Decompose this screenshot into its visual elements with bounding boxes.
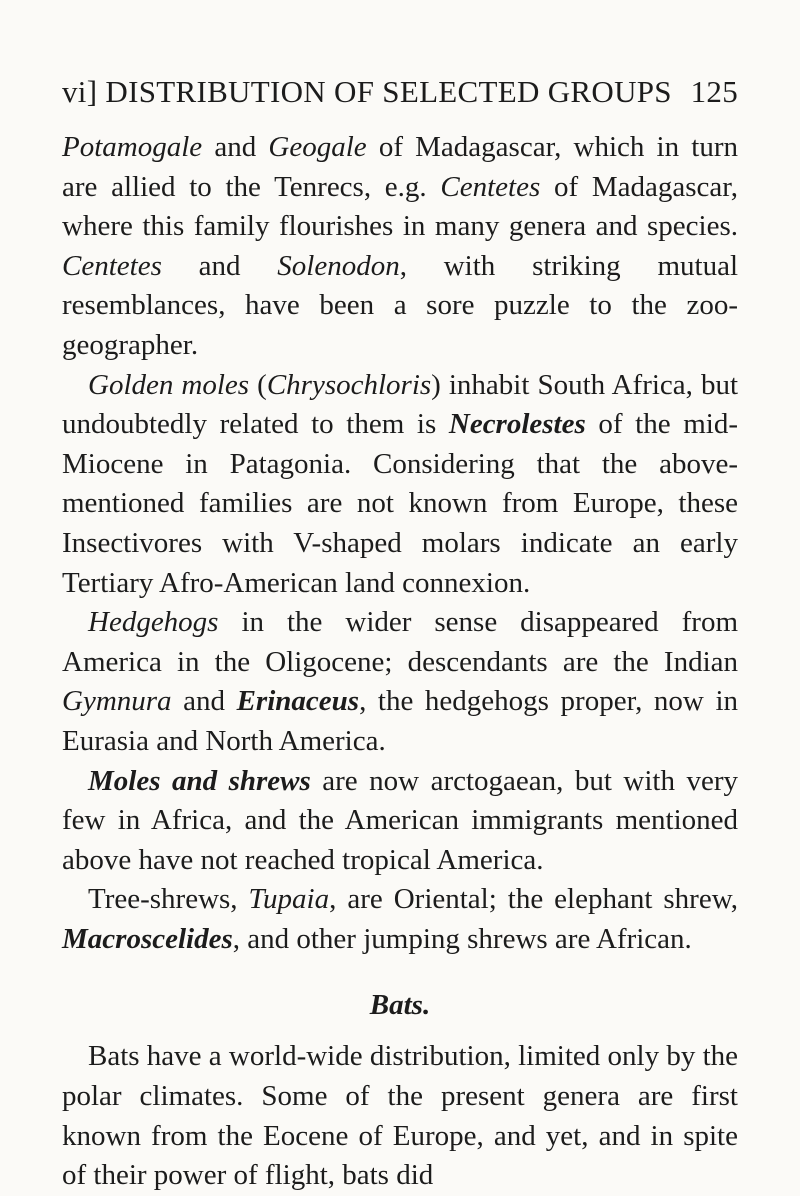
final-paragraph-container bbox=[62, 1037, 738, 1195]
taxon-name: Potamogale bbox=[62, 131, 203, 163]
final-paragraph: Bats have a world-wide distribution, limited only by the polar climates. Some of the present genera are first known from the Eocene of Europe, and yet, and in spite of their power of flight, bats did bbox=[62, 1040, 738, 1192]
text-run: of the mid-Miocene in Patagonia. Considering that the above-mentioned families are not known from Europe, these Insectivores with V-shaped molars indicate an early Tertiary Afro-American land connexion. bbox=[62, 408, 739, 599]
text-run: ( bbox=[249, 368, 267, 401]
text-run: , the hedgehogs proper, now in Eurasia and North America. bbox=[62, 685, 738, 757]
taxon-name: Moles and shrews bbox=[88, 764, 311, 797]
text-run: and bbox=[171, 685, 237, 718]
taxon-name: Geogale bbox=[268, 131, 367, 163]
taxon-name: Solenodon bbox=[277, 249, 400, 282]
text-run: are now arctogaean, but with very few in Africa, and the American immigrants mentioned above have not reached tropical America. bbox=[62, 764, 738, 876]
text-run: and bbox=[202, 131, 269, 163]
taxon-name: Erinaceus bbox=[236, 685, 360, 718]
taxon-name: Gymnura bbox=[62, 685, 172, 718]
book-page bbox=[62, 72, 738, 1196]
paragraph bbox=[62, 128, 738, 366]
paragraph bbox=[62, 880, 738, 959]
paragraph bbox=[62, 366, 738, 604]
paragraph bbox=[62, 603, 738, 761]
taxon-name: Golden moles bbox=[88, 368, 250, 401]
text-run: , with striking mutual resemblances, have been a sore puzzle to the zoo-geographer. bbox=[62, 249, 738, 361]
taxon-name: Macroscelides bbox=[62, 922, 233, 955]
body-text bbox=[62, 128, 738, 959]
section-heading: Bats. bbox=[369, 989, 431, 1022]
taxon-name: Centetes bbox=[440, 170, 541, 203]
text-run: and bbox=[161, 249, 278, 282]
taxon-name: Hedgehogs bbox=[88, 606, 219, 639]
text-run: in the wider sense disappeared from America in the Oligocene; descendants are the Indian bbox=[62, 606, 738, 678]
header-title: vi] DISTRIBUTION OF SELECTED GROUPS bbox=[62, 74, 672, 109]
text-run: Tree-shrews, bbox=[88, 883, 249, 916]
taxon-name: Necrolestes bbox=[448, 408, 586, 441]
taxon-name: Centetes bbox=[62, 249, 162, 282]
text-run: , and other jumping shrews are African. bbox=[232, 922, 692, 955]
text-run: , are Oriental; the elephant shrew, bbox=[329, 883, 738, 916]
paragraph bbox=[62, 762, 738, 881]
page-number: 125 bbox=[690, 74, 738, 109]
taxon-name: Tupaia bbox=[248, 883, 330, 916]
running-header bbox=[62, 72, 738, 112]
text-run: of Madagascar, where this family flourishes in many genera and species. bbox=[62, 170, 738, 243]
text-run: ) inhabit South Africa, but undoubtedly related to them is bbox=[62, 368, 739, 441]
text-run: of Madagascar, which in turn are allied to the Tenrecs, e.g. bbox=[62, 131, 738, 203]
taxon-name: Chrysochloris bbox=[266, 368, 432, 401]
